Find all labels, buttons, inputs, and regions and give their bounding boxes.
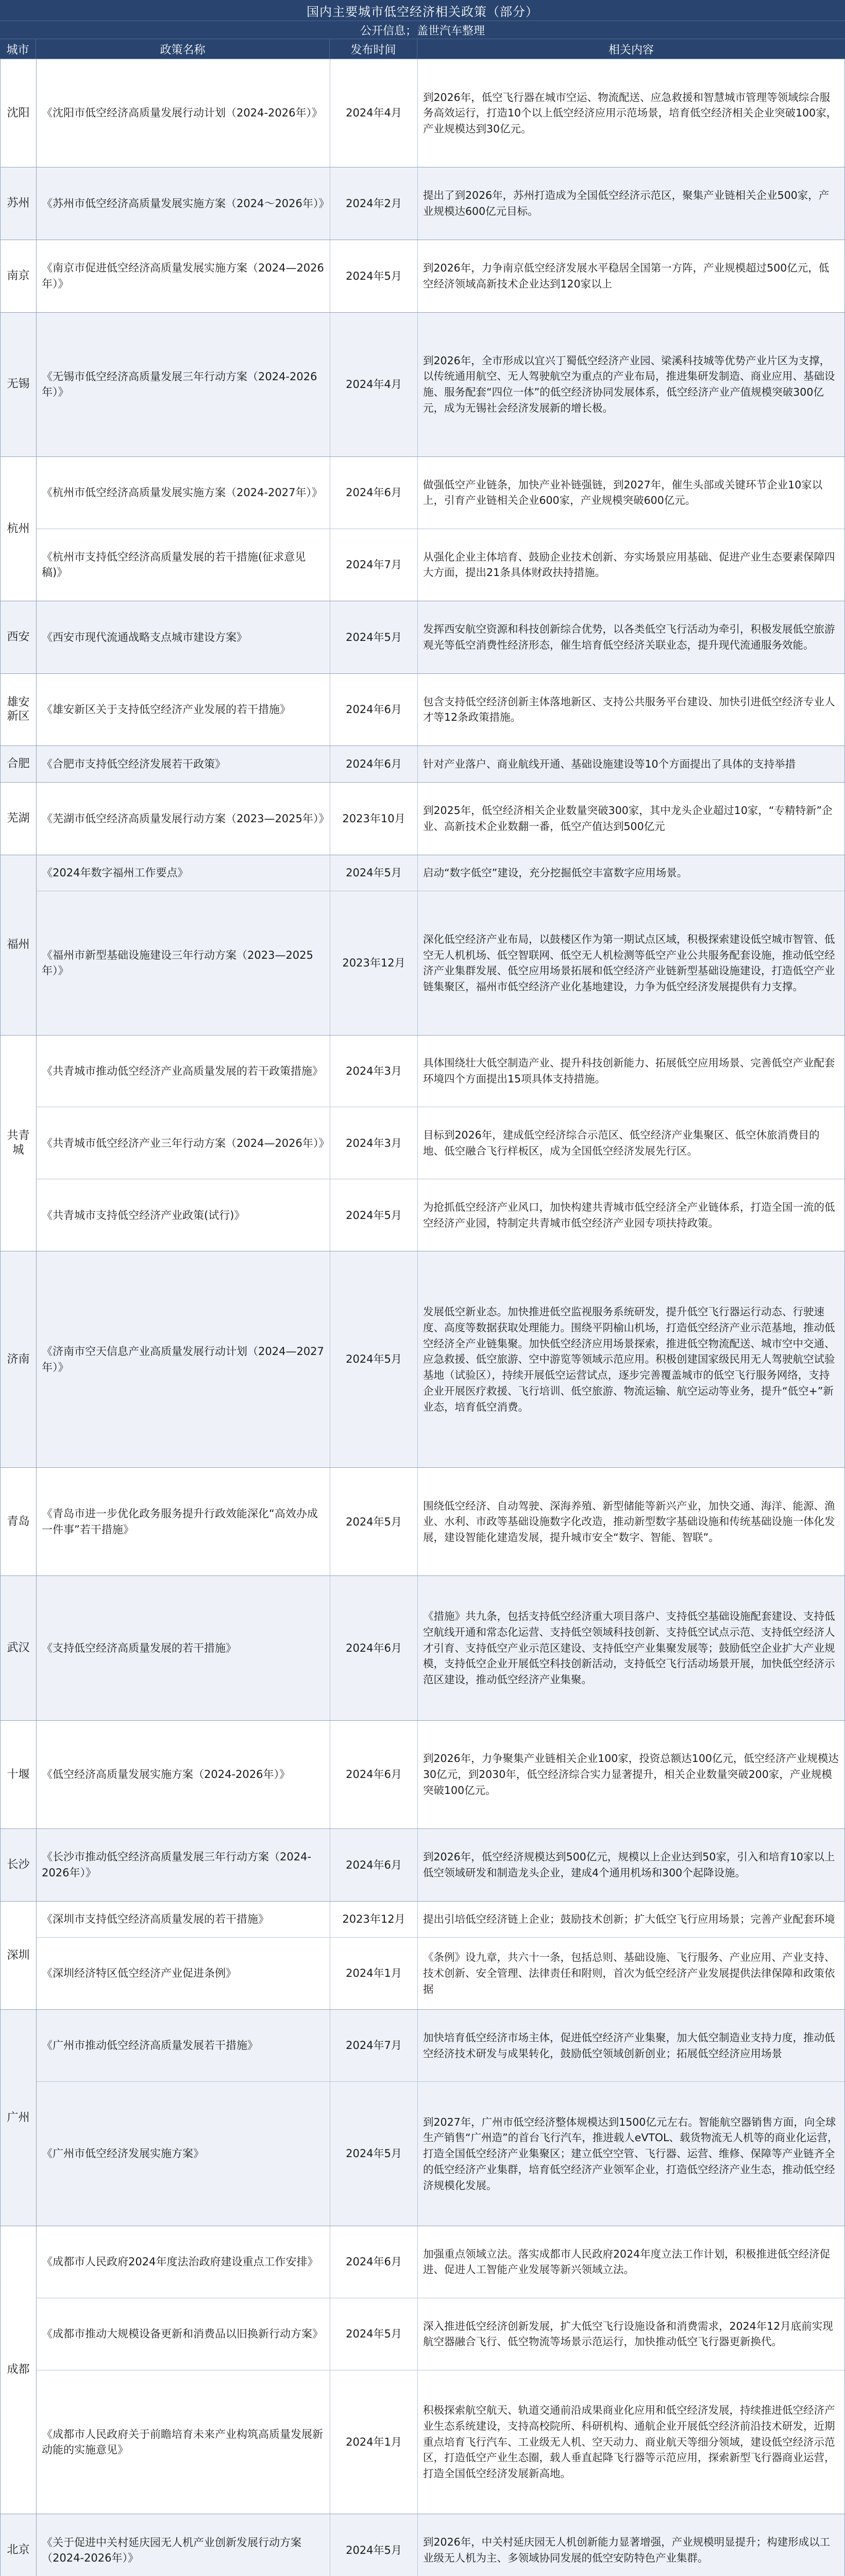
table-row (37, 2298, 844, 2370)
policy-name: 《杭州市低空经济高质量发展实施方案（2024-2027年）》 (37, 457, 330, 529)
policy-name: 《广州市推动低空经济高质量发展若干措施》 (37, 2010, 330, 2081)
policy-name: 《南京市促进低空经济高质量发展实施方案（2024—2026年）》 (37, 240, 330, 312)
policy-content: 《条例》设九章，共六十一条，包括总则、基础设施、飞行服务、产业应用、产业支持、技术创新、安全管理、法律责任和附则，首次为低空经济产业发展提供法律保障和政策依据 (423, 1951, 835, 1995)
city-rows (37, 1576, 844, 1720)
table-row (37, 1107, 844, 1179)
table-row (37, 2370, 844, 2514)
policy-name: 《合肥市支持低空经济发展若干政策》 (37, 746, 330, 782)
city-group (1, 673, 844, 746)
city-rows (37, 167, 844, 240)
publish-date: 2024年7月 (330, 529, 418, 601)
table-row (37, 1179, 844, 1251)
policy-content: 到2026年，全市形成以宜兴丁蜀低空经济产业园、梁溪科技城等优势产业片区为支撑，以传统通用航空、无人驾驶航空为重点的产业布局，推进集研发制造、商业应用、基础设施、服务配套“四位一体”的低空经济协同发展体系，低空经济产业产值规模突破300亿元，成为无锡社会经济发展新的增长极。 (423, 354, 835, 414)
city-group (1, 1035, 844, 1251)
policy-content: 到2026年，力争聚集产业链相关企业100家，投资总额达100亿元，低空经济产业规模达30亿元，到2030年，低空经济综合实力显著提升，相关企业数量突破200家，产业规模突破100亿元。 (423, 1752, 839, 1797)
table-row (37, 746, 844, 782)
city-group (1, 782, 844, 855)
publish-date: 2023年10月 (330, 783, 418, 855)
publish-date: 2024年6月 (330, 2226, 418, 2298)
city-group (1, 59, 844, 167)
city-rows (37, 1251, 844, 1467)
policy-name: 《共青城市推动低空经济产业高质量发展的若干政策措施》 (37, 1036, 330, 1107)
table-row (37, 1902, 844, 1937)
city-name: 雄安新区 (1, 674, 37, 746)
publish-date: 2024年5月 (330, 855, 418, 891)
publish-date: 2024年5月 (330, 2082, 418, 2226)
publish-date: 2024年4月 (330, 313, 418, 456)
policy-name: 《雄安新区关于支持低空经济产业发展的若干措施》 (37, 674, 330, 746)
city-rows (37, 746, 844, 782)
policy-name: 《2024年数字福州工作要点》 (37, 855, 330, 891)
city-group (1, 855, 844, 1035)
policy-content: 发挥西安航空资源和科技创新综合优势，以各类低空飞行活动为牵引，积极发展低空旅游观光等低空消费性经济形态，催生培育低空经济关联业态，提升现代流通服务效能。 (423, 623, 835, 651)
policy-name: 《深圳经济特区低空经济产业促进条例》 (37, 1938, 330, 2009)
city-group (1, 240, 844, 312)
policy-name: 《共青城市支持低空经济产业政策(试行)》 (37, 1179, 330, 1251)
city-name: 青岛 (1, 1468, 37, 1575)
city-group (1, 2226, 844, 2514)
publish-date: 2024年3月 (330, 1036, 418, 1107)
policy-content: 深入推进低空经济创新发展，扩大低空飞行设施设备和消费需求，2024年12月底前实现航空器融合飞行、低空物流等场景示范运行，加快推动低空飞行器更新换代。 (423, 2319, 833, 2348)
table-row (37, 1468, 844, 1575)
city-rows (37, 2226, 844, 2514)
policy-name: 《无锡市低空经济高质量发展三年行动方案（2024-2026年）》 (37, 313, 330, 456)
publish-date: 2024年5月 (330, 1251, 418, 1467)
city-name: 济南 (1, 1251, 37, 1467)
publish-date: 2024年6月 (330, 1721, 418, 1828)
policy-content: 加快培育低空经济市场主体，促进低空经济产业集聚，加大低空制造业支持力度，推动低空经济技术研发与成果转化，鼓励低空领域创新创业；拓展低空经济应用场景 (423, 2031, 835, 2060)
publish-date: 2024年5月 (330, 2514, 418, 2576)
table-row (37, 313, 844, 456)
city-name: 十堰 (1, 1721, 37, 1828)
policy-content: 《措施》共九条，包括支持低空经济重大项目落户、支持低空基础设施配套建设、支持低空航线开通和常态化运营、支持低空领域科技创新、支持低空试点示范、支持低空经济人才引育、支持低空产业示范区建设、支持低空产业集聚发展等；鼓励低空企业扩大产业规模，支持低空企业开展低空科技创新活动，支持低空飞行活动场景开展，加快低空经济示范区建设，推动低空经济产业集聚。 (423, 1610, 835, 1686)
publish-date: 2023年12月 (330, 1902, 418, 1937)
city-name: 沈阳 (1, 59, 37, 167)
table-row (37, 1576, 844, 1720)
policy-name: 《长沙市推动低空经济高质量发展三年行动方案（2024-2026年）》 (37, 1829, 330, 1901)
city-rows (37, 1829, 844, 1901)
city-group (1, 1901, 844, 2009)
table-row (37, 59, 844, 167)
policy-content: 积极探索航空航天、轨道交通前沿成果商业化应用和低空经济发展，持续推进低空经济产业生态系统建设，支持高校院所、科研机构、通航企业开展低空经济前沿技术研发，近期重点培育飞行汽车、工业级无人机、空天动力、商业航天等细分领域，建设低空经济示范区，打造低空产业生态圈，载人垂直起降飞行器等示范应用，探索新型飞行器商业运营，打造全国低空经济发展新高地。 (423, 2404, 835, 2480)
table-row (37, 167, 844, 240)
city-rows (37, 2514, 844, 2576)
policy-name: 《苏州市低空经济高质量发展实施方案（2024～2026年）》 (37, 167, 330, 240)
publish-date: 2024年5月 (330, 1468, 418, 1575)
city-rows (37, 601, 844, 673)
header-policy: 政策名称 (36, 39, 330, 59)
policy-name: 《沈阳市低空经济高质量发展行动计划（2024-2026年）》 (37, 59, 330, 167)
city-name: 长沙 (1, 1829, 37, 1901)
city-name: 合肥 (1, 746, 37, 782)
city-name: 杭州 (1, 457, 37, 601)
header-city: 城市 (0, 39, 36, 59)
table-row (37, 1937, 844, 2009)
city-rows (37, 59, 844, 167)
city-rows (37, 855, 844, 1035)
policy-content: 具体围绕壮大低空制造产业、提升科技创新能力、拓展低空应用场景、完善低空产业配套环境四个方面提出15项具体支持措施。 (423, 1057, 835, 1085)
page-title: 国内主要城市低空经济相关政策（部分） (0, 0, 845, 21)
publish-date: 2024年3月 (330, 1107, 418, 1179)
publish-date: 2024年5月 (330, 1179, 418, 1251)
policy-content: 到2026年，力争南京低空经济发展水平稳居全国第一方阵，产业规模超过500亿元，低空经济领域高新技术企业达到120家以上 (423, 262, 830, 290)
policy-name: 《共青城市低空经济产业三年行动方案（2024—2026年）》 (37, 1107, 330, 1179)
policy-content: 从强化企业主体培育、鼓励企业技术创新、夯实场景应用基础、促进产业生态要素保障四大方面，提出21条具体财政扶持措施。 (423, 550, 835, 579)
publish-date: 2024年6月 (330, 746, 418, 782)
city-group (1, 167, 844, 240)
table-row (37, 1036, 844, 1107)
city-group (1, 2009, 844, 2226)
table-row (37, 1829, 844, 1901)
policy-name: 《深圳市支持低空经济高质量发展的若干措施》 (37, 1902, 330, 1937)
policy-name: 《低空经济高质量发展实施方案（2024-2026年）》 (37, 1721, 330, 1828)
policy-content: 包含支持低空经济创新主体落地新区、支持公共服务平台建设、加快引进低空经济专业人才等12条政策措施。 (423, 695, 835, 724)
city-group (1, 2514, 844, 2576)
policy-content: 深化低空经济产业布局，以鼓楼区作为第一期试点区域，积极探索建设低空城市智管、低空无人机机场、低空智联网、低空无人机检测等低空产业公共服务配套设施，推动低空经济产业集群发展、低空应用场景拓展和低空经济产业链新型基础设施建设，打造低空产业链集聚区，福州市低空经济产业化基地建设，力争为低空经济发展提供有力支撑。 (423, 933, 835, 993)
policy-name: 《西安市现代流通战略支点城市建设方案》 (37, 601, 330, 673)
table-row (37, 457, 844, 529)
policy-content: 发展低空新业态。加快推进低空监视服务系统研发，提升低空飞行器运行动态、行驶速度、高度等数据获取处理能力。围绕平阴榆山机场，打造低空经济产业示范基地，推动低空经济全产业链集聚。加快低空经济应用场景探索，推进低空物流配送、城市空中交通、应急救援、低空旅游、空中游览等领域示范应用。积极创建国家级民用无人驾驶航空试验基地（试验区），持续开展低空运营试点，逐步完善覆盖城市的低空飞行服务网络，支持企业开展医疗救援、飞行培训、低空旅游、物流运输、航空运动等业务，提升“低空+”新业态，培育低空消费。 (423, 1306, 835, 1413)
policy-name: 《支持低空经济高质量发展的若干措施》 (37, 1576, 330, 1720)
city-rows (37, 313, 844, 456)
policy-content: 到2026年，中关村延庆园无人机创新能力显著增强，产业规模明显提升；构建形成以工业级无人机为主、多领域协同发展的低空安防特色产业集群。 (423, 2536, 831, 2564)
city-rows (37, 1036, 844, 1251)
city-rows (37, 2010, 844, 2226)
city-name: 北京 (1, 2514, 37, 2576)
table-header (0, 39, 845, 59)
policy-content: 到2025年，低空经济相关企业数量突破300家，其中龙头企业超过10家，“专精特新”企业、高新技术企业数翻一番，低空产值达到500亿元 (423, 804, 833, 833)
table-row (37, 240, 844, 312)
city-rows (37, 674, 844, 746)
policy-name: 《福州市新型基础设施建设三年行动方案（2023—2025年）》 (37, 891, 330, 1035)
city-group (1, 312, 844, 456)
publish-date: 2024年1月 (330, 1938, 418, 2009)
policy-content: 到2026年，低空经济规模达到500亿元，规模以上企业达到50家，引入和培育10家以上低空领域研发和制造龙头企业，建成4个通用机场和300个起降设施。 (423, 1851, 835, 1879)
city-rows (37, 457, 844, 601)
city-rows (37, 783, 844, 855)
policy-content: 加强重点领域立法。落实成都市人民政府2024年度立法工作计划，积极推进低空经济促进、促进人工智能产业发展等新兴领域立法。 (423, 2247, 831, 2276)
table-row (37, 783, 844, 855)
policy-content: 到2026年，低空飞行器在城市空运、物流配送、应急救援和智慧城市管理等领域综合服务高效运行，打造10个以上低空经济应用示范场景，培育低空经济相关企业突破100家，产业规模达到30亿元。 (423, 91, 837, 135)
table-row (37, 1251, 844, 1467)
publish-date: 2024年6月 (330, 1576, 418, 1720)
policy-name: 《青岛市进一步优化政务服务提升行政效能深化“高效办成一件事”若干措施》 (37, 1468, 330, 1575)
publish-date: 2024年6月 (330, 457, 418, 529)
city-name: 西安 (1, 601, 37, 673)
city-group (1, 1720, 844, 1828)
policy-content: 为抢抓低空经济产业风口，加快构建共青城市低空经济全产业链体系，打造全国一流的低空经济产业园，特制定共青城市低空经济产业园专项扶持政策。 (423, 1201, 835, 1229)
policy-content: 提出引培低空经济链上企业；鼓励技术创新；扩大低空飞行应用场景；完善产业配套环境 (423, 1913, 835, 1925)
publish-date: 2024年6月 (330, 674, 418, 746)
policy-name: 《杭州市支持低空经济高质量发展的若干措施(征求意见稿)》 (37, 529, 330, 601)
city-group (1, 456, 844, 601)
header-content: 相关内容 (608, 43, 654, 57)
policy-name: 《芜湖市低空经济高质量发展行动方案（2023—2025年）》 (37, 783, 330, 855)
publish-date: 2023年12月 (330, 891, 418, 1035)
city-name: 芜湖 (1, 783, 37, 855)
policy-content: 针对产业落户、商业航线开通、基础设施建设等10个方面提出了具体的支持举措 (423, 757, 796, 770)
policy-name: 《成都市人民政府关于前瞻培育未来产业构筑高质量发展新动能的实施意见》 (37, 2370, 330, 2514)
table-row (37, 2081, 844, 2226)
publish-date: 2024年5月 (330, 601, 418, 673)
city-rows (37, 240, 844, 312)
table-row (37, 674, 844, 746)
city-name: 南京 (1, 240, 37, 312)
policy-name: 《广州市低空经济发展实施方案》 (37, 2082, 330, 2226)
publish-date: 2024年5月 (330, 2298, 418, 2370)
policy-content: 启动“数字低空”建设，充分挖掘低空丰富数字应用场景。 (423, 866, 688, 879)
table-row (37, 1721, 844, 1828)
city-group (1, 1251, 844, 1467)
policy-table-body (0, 59, 845, 2576)
header-date: 发布时间 (330, 39, 417, 59)
table-row (37, 2226, 844, 2298)
publish-date: 2024年2月 (330, 167, 418, 240)
policy-content: 围绕低空经济、自动驾驶、深海养殖、新型储能等新兴产业，加快交通、海洋、能源、渔业、水利、市政等基础设施数字化改造，推动新型数字基础设施和传统基础设施一体化发展，建设智能化建造发展，提升城市安全“数字、智能、智联”。 (423, 1499, 835, 1544)
publish-date: 2024年6月 (330, 1829, 418, 1901)
table-row (37, 2010, 844, 2081)
policy-content: 做强低空产业链条，加快产业补链强链，到2027年，催生头部或关键环节企业10家以上，引育产业链相关企业600家，产业规模突破600亿元。 (423, 478, 823, 507)
publish-date: 2024年4月 (330, 59, 418, 167)
table-row (37, 601, 844, 673)
table-row (37, 2514, 844, 2576)
table-row (37, 529, 844, 601)
policy-name: 《成都市人民政府2024年度法治政府建设重点工作安排》 (37, 2226, 330, 2298)
policy-name: 《成都市推动大规模设备更新和消费品以旧换新行动方案》 (37, 2298, 330, 2370)
city-name: 无锡 (1, 313, 37, 456)
city-name: 福州 (1, 855, 37, 1035)
city-name: 共青城 (1, 1036, 37, 1251)
city-group (1, 745, 844, 782)
source-note: 公开信息；盖世汽车整理 (0, 21, 845, 39)
city-name: 广州 (1, 2010, 37, 2226)
city-rows (37, 1721, 844, 1828)
city-group (1, 601, 844, 673)
table-row (37, 891, 844, 1035)
table-row (37, 855, 844, 891)
policy-content: 到2027年，广州市低空经济整体规模达到1500亿元左右。智能航空器销售方面，向全球生产销售“广州造”的首台飞行汽车，推进载人eVTOL、载货物流无人机等的商业化运营，打造全国低空经济产业集聚区；建立低空空管、飞行器、运营、维修、保障等产业链齐全的低空经济产业集群，培育低空经济产业领军企业，打造低空经济产业生态，推动低空经济规模化发展。 (423, 2115, 838, 2192)
city-group (1, 1575, 844, 1720)
publish-date: 2024年5月 (330, 240, 418, 312)
city-name: 苏州 (1, 167, 37, 240)
policy-name: 《关于促进中关村延庆园无人机产业创新发展行动方案（2024-2026年）》 (37, 2514, 330, 2576)
policy-content: 提出了到2026年，苏州打造成为全国低空经济示范区，聚集产业链相关企业500家，产业规模达600亿元目标。 (423, 189, 830, 218)
city-group (1, 1828, 844, 1901)
policy-content: 目标到2026年，建成低空经济综合示范区、低空经济产业集聚区、低空休旅消费目的地、低空融合飞行样板区，成为全国低空经济发展先行区。 (423, 1129, 820, 1157)
city-name: 深圳 (1, 1902, 37, 2009)
policy-name: 《济南市空天信息产业高质量发展行动计划（2024—2027年）》 (37, 1251, 330, 1467)
city-rows (37, 1902, 844, 2009)
city-name: 武汉 (1, 1576, 37, 1720)
publish-date: 2024年1月 (330, 2370, 418, 2514)
city-group (1, 1467, 844, 1575)
publish-date: 2024年7月 (330, 2010, 418, 2081)
city-name: 成都 (1, 2226, 37, 2514)
city-rows (37, 1468, 844, 1575)
